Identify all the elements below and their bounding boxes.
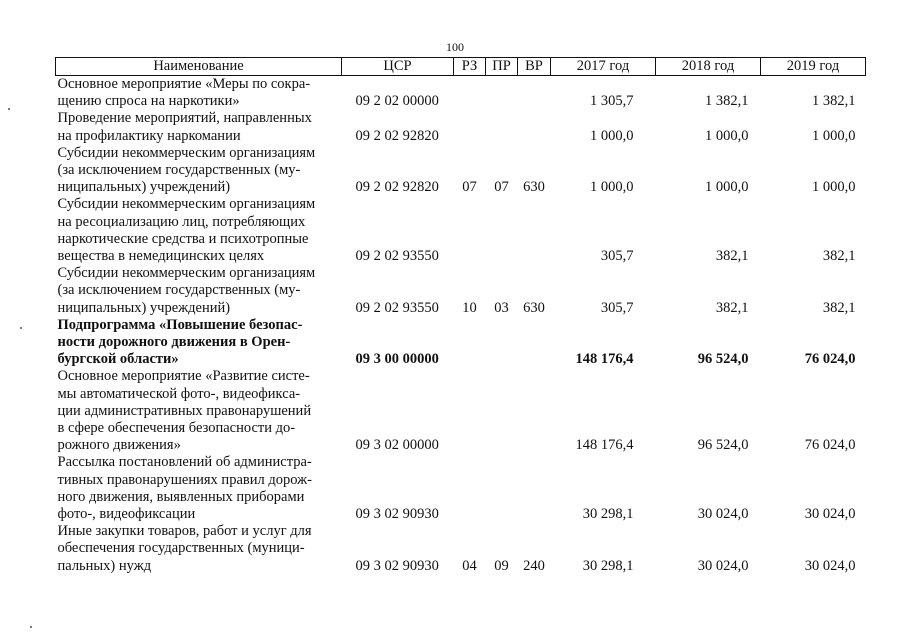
cell-pr — [486, 368, 518, 454]
cell-csr: 09 2 02 92820 — [355, 179, 439, 196]
cell-vr — [518, 454, 551, 523]
scan-speck — [8, 108, 10, 110]
cell-vr — [518, 317, 551, 369]
table-row — [56, 145, 866, 197]
cell-pr — [486, 454, 518, 523]
cell-pr: 07 — [494, 179, 509, 196]
cell-y2018: 30 024,0 — [697, 506, 749, 523]
cell-y2019: 30 024,0 — [804, 557, 856, 574]
cell-name: Субсидии некоммерческим организациям (за исключением государственных (му- ниципальных) учреждений) — [57, 144, 316, 196]
scan-speck — [30, 626, 32, 628]
cell-rz — [454, 317, 486, 369]
cell-csr: 09 2 02 93550 — [355, 299, 439, 316]
table-header — [56, 58, 866, 76]
cell-y2018: 1 000,0 — [705, 127, 749, 144]
cell-rz: 04 — [462, 557, 477, 574]
page-number: 100 — [446, 40, 464, 54]
table-row — [56, 76, 866, 111]
cell-y2018: 30 024,0 — [697, 557, 749, 574]
table-row — [56, 368, 866, 454]
cell-pr — [486, 76, 518, 111]
cell-csr: 09 3 02 90930 — [355, 557, 439, 574]
cell-rz — [454, 76, 486, 111]
cell-y2017: 1 000,0 — [590, 179, 634, 196]
cell-pr — [486, 110, 518, 144]
cell-y2017: 305,7 — [600, 299, 634, 316]
cell-y2017: 148 176,4 — [575, 437, 634, 454]
cell-rz: 10 — [462, 299, 477, 316]
cell-csr: 09 2 02 93550 — [355, 248, 439, 265]
cell-pr — [486, 196, 518, 265]
scan-speck — [20, 327, 22, 329]
table-row — [56, 317, 866, 369]
header-2017: 2017 год — [551, 58, 656, 76]
budget-table — [55, 57, 866, 575]
table-row — [56, 110, 866, 144]
cell-csr: 09 2 02 92820 — [355, 127, 439, 144]
cell-csr: 09 3 00 00000 — [355, 351, 439, 368]
cell-y2017: 1 305,7 — [590, 93, 634, 110]
cell-name: Проведение мероприятий, направленных на профилактику наркомании — [57, 110, 312, 144]
cell-rz — [454, 454, 486, 523]
table-row — [56, 454, 866, 523]
cell-vr — [518, 110, 551, 144]
cell-vr: 630 — [523, 179, 545, 196]
cell-y2017: 1 000,0 — [590, 127, 634, 144]
cell-vr: 240 — [523, 557, 545, 574]
table-row — [56, 523, 866, 575]
cell-name: Иные закупки товаров, работ и услуг для обеспечения государственных (муници- пальных) нужд — [57, 523, 312, 574]
header-vr: ВР — [518, 58, 551, 76]
cell-y2019: 1 382,1 — [812, 93, 856, 110]
cell-y2019: 1 000,0 — [812, 179, 856, 196]
cell-y2018: 382,1 — [715, 248, 749, 265]
table-body — [56, 76, 866, 575]
cell-name: Основное мероприятие «Меры по сокра- щению спроса на наркотики» — [57, 76, 311, 110]
cell-y2017: 305,7 — [600, 248, 634, 265]
cell-vr: 630 — [523, 299, 545, 316]
cell-y2018: 382,1 — [715, 299, 749, 316]
header-2019: 2019 год — [761, 58, 866, 76]
cell-vr — [518, 196, 551, 265]
cell-y2017: 30 298,1 — [582, 557, 634, 574]
table-row — [56, 265, 866, 317]
cell-name: Субсидии некоммерческим организациям на ресоциализацию лиц, потребляющих наркотические средства и психотропные вещества в немедицинских целях — [57, 196, 316, 265]
cell-y2018: 1 382,1 — [705, 93, 749, 110]
cell-csr: 09 3 02 00000 — [355, 437, 439, 454]
cell-y2019: 76 024,0 — [804, 437, 856, 454]
cell-y2019: 30 024,0 — [804, 506, 856, 523]
cell-y2018: 96 524,0 — [697, 351, 749, 368]
cell-pr: 09 — [494, 557, 509, 574]
cell-y2019: 1 000,0 — [812, 127, 856, 144]
cell-y2017: 30 298,1 — [582, 506, 634, 523]
cell-y2019: 382,1 — [822, 248, 856, 265]
header-name: Наименование — [56, 58, 342, 76]
header-2018: 2018 год — [656, 58, 761, 76]
cell-name: Субсидии некоммерческим организациям (за исключением государственных (му- ниципальных) учреждений) — [57, 265, 316, 316]
cell-y2019: 76 024,0 — [804, 351, 856, 368]
cell-rz — [454, 110, 486, 144]
cell-name: Подпрограмма «Повышение безопас- ности дорожного движения в Орен- бургской области» — [57, 316, 303, 368]
table-row — [56, 196, 866, 265]
cell-y2018: 96 524,0 — [697, 437, 749, 454]
cell-csr: 09 2 02 00000 — [355, 93, 439, 110]
cell-pr: 03 — [494, 299, 509, 316]
cell-rz — [454, 196, 486, 265]
cell-y2019: 382,1 — [822, 299, 856, 316]
header-csr: ЦСР — [342, 58, 454, 76]
cell-rz: 07 — [462, 179, 477, 196]
cell-rz — [454, 368, 486, 454]
header-rz: РЗ — [454, 58, 486, 76]
cell-y2017: 148 176,4 — [575, 351, 634, 368]
cell-pr — [486, 317, 518, 369]
cell-name: Основное мероприятие «Развитие систе- мы автоматической фото-, видеофикса- ции административных правонарушений в сфере обеспечения безопасности до- рожного движения» — [57, 368, 312, 454]
cell-name: Рассылка постановлений об администра- тивных правонарушениях правил дорож- ного движения, выявленных приборами фото-, видеофиксации — [57, 454, 312, 523]
cell-csr: 09 3 02 90930 — [355, 506, 439, 523]
cell-vr — [518, 76, 551, 111]
header-pr: ПР — [486, 58, 518, 76]
cell-y2018: 1 000,0 — [705, 179, 749, 196]
cell-vr — [518, 368, 551, 454]
